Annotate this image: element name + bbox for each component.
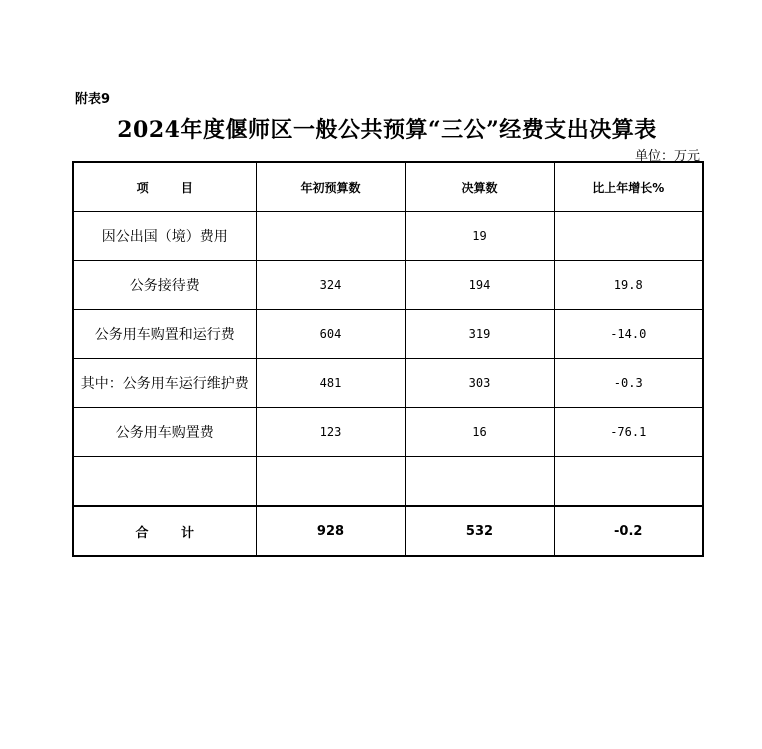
header-budget: 年初预算数 — [256, 162, 405, 212]
row-item: 因公出国（境）费用 — [73, 212, 256, 261]
row-item: 公务用车购置和运行费 — [73, 310, 256, 359]
row-final — [405, 457, 554, 507]
row-item: 公务接待费 — [73, 261, 256, 310]
row-growth — [554, 212, 703, 261]
table-row — [73, 261, 703, 310]
table-row — [73, 212, 703, 261]
total-budget: 928 — [256, 506, 405, 556]
table-row-empty — [73, 457, 703, 507]
page-title: 2024年度偃师区一般公共预算“三公”经费支出决算表 — [117, 117, 657, 143]
attachment-label: 附表9 — [75, 92, 111, 107]
table-row — [73, 359, 703, 408]
table-header-row — [73, 162, 703, 212]
row-growth: -0.3 — [554, 359, 703, 408]
row-growth: 19.8 — [554, 261, 703, 310]
row-final: 194 — [405, 261, 554, 310]
row-final: 319 — [405, 310, 554, 359]
row-budget — [256, 457, 405, 507]
row-final: 19 — [405, 212, 554, 261]
total-row — [73, 506, 703, 556]
table-row — [73, 408, 703, 457]
row-item: 公务用车购置费 — [73, 408, 256, 457]
header-growth: 比上年增长% — [554, 162, 703, 212]
expense-table — [72, 161, 704, 557]
table-row — [73, 310, 703, 359]
row-budget: 481 — [256, 359, 405, 408]
row-growth: -76.1 — [554, 408, 703, 457]
row-item — [73, 457, 256, 507]
row-growth: -14.0 — [554, 310, 703, 359]
total-final: 532 — [405, 506, 554, 556]
row-budget: 123 — [256, 408, 405, 457]
unit-note: 单位：万元 — [634, 149, 700, 164]
row-final: 303 — [405, 359, 554, 408]
total-growth: -0.2 — [554, 506, 703, 556]
header-item: 项 目 — [73, 162, 256, 212]
header-final: 决算数 — [405, 162, 554, 212]
row-budget: 324 — [256, 261, 405, 310]
row-item: 其中：公务用车运行维护费 — [73, 359, 256, 408]
row-growth — [554, 457, 703, 507]
row-budget — [256, 212, 405, 261]
total-label: 合 计 — [73, 506, 256, 556]
row-final: 16 — [405, 408, 554, 457]
row-budget: 604 — [256, 310, 405, 359]
